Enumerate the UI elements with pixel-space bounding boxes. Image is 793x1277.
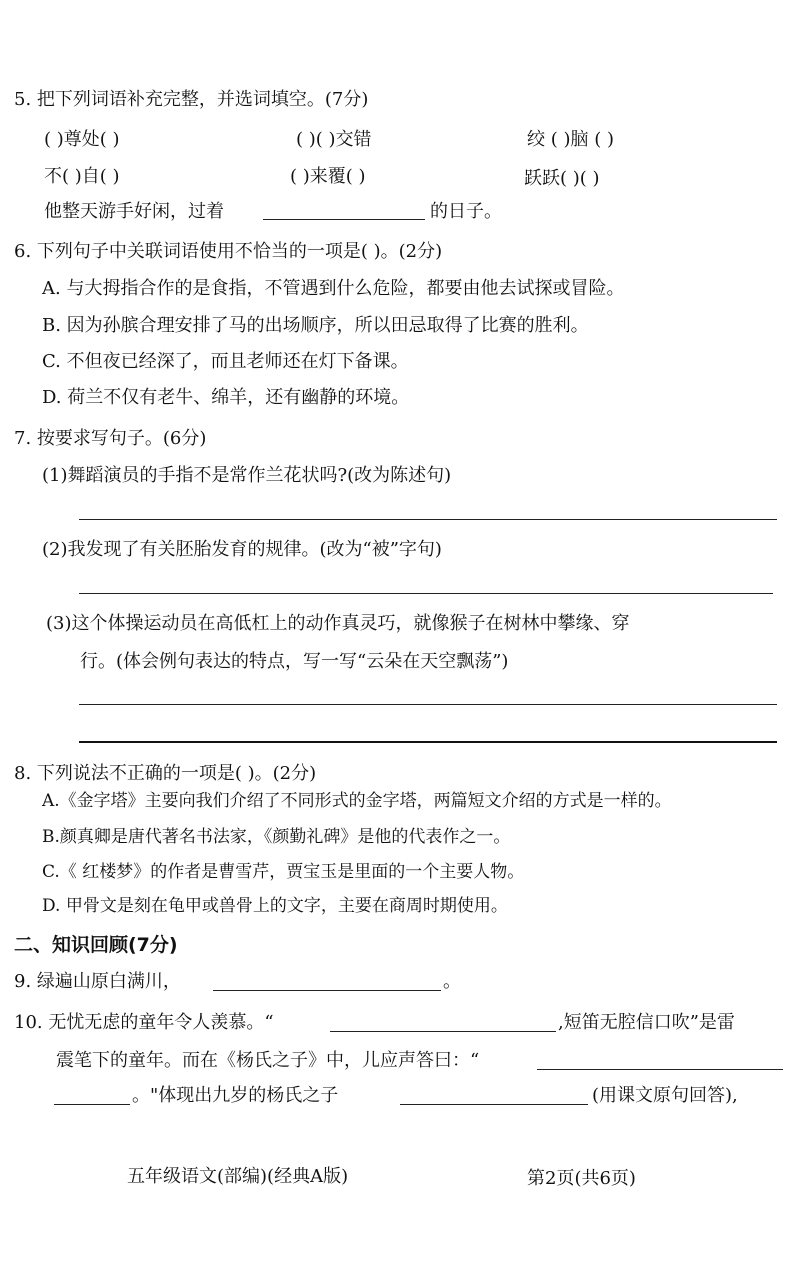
q8-option-a: A.《金字塔》主要向我们介绍了不同形式的金字塔，两篇短文介绍的方式是一样的。 <box>42 791 672 811</box>
q6-option-c: C. 不但夜已经深了，而且老师还在灯下备课。 <box>42 351 409 372</box>
q9-end: 。 <box>443 971 461 992</box>
q10-blank-2[interactable] <box>537 1069 783 1070</box>
footer-page-number: 第2页(共6页) <box>527 1168 636 1189</box>
q5-word-6: 跃跃( )( ) <box>524 168 600 189</box>
q5-word-5: ( )来覆( ) <box>290 166 366 187</box>
q9-start: 9. 绿遍山原白满川， <box>14 971 181 992</box>
q7-answer-line-3[interactable] <box>79 704 777 705</box>
q5-sentence-start: 他整天游手好闲，过着 <box>44 201 224 222</box>
q8-option-b: B.颜真卿是唐代著名书法家，《颜勤礼碑》是他的代表作之一。 <box>42 827 511 847</box>
q5-word-4: 不( )自( ) <box>44 166 120 187</box>
q10-line-1-start: 10. 无忧无虑的童年令人羡慕。“ <box>14 1012 274 1033</box>
q5-stem: 5. 把下列词语补充完整，并选词填空。(7分) <box>14 89 369 110</box>
q8-option-c: C.《 红楼梦》的作者是曹雪芹，贾宝玉是里面的一个主要人物。 <box>42 862 525 882</box>
section-2-heading: 二、知识回顾(7分) <box>14 934 178 956</box>
q7-stem: 7. 按要求写句子。(6分) <box>14 428 207 449</box>
q8-option-d: D. 甲骨文是刻在龟甲或兽骨上的文字，主要在商周时期使用。 <box>42 896 508 916</box>
q9-blank-line[interactable] <box>213 990 441 991</box>
q7-answer-line-4[interactable] <box>79 741 777 743</box>
q6-stem: 6. 下列句子中关联词语使用不恰当的一项是( )。(2分) <box>14 241 443 262</box>
q5-word-3: 绞 ( )脑 ( ) <box>527 129 614 150</box>
q5-sentence-end: 的日子。 <box>430 201 502 222</box>
q10-line-3-end: (用课文原句回答), <box>592 1085 738 1106</box>
q10-blank-1[interactable] <box>330 1031 556 1032</box>
q7-part-3-line-2: 行。(体会例句表达的特点，写一写“云朵在天空飘荡”) <box>80 651 509 672</box>
footer-subject: 五年级语文(部编)(经典A版) <box>127 1166 349 1187</box>
q5-blank-line[interactable] <box>263 219 425 220</box>
q7-part-3-line-1: (3)这个体操运动员在高低杠上的动作真灵巧，就像猴子在树林中攀缘、穿 <box>46 613 630 634</box>
q8-stem: 8. 下列说法不正确的一项是( )。(2分) <box>14 763 317 784</box>
q10-line-1-end: ,短笛无腔信口吹”是雷 <box>558 1012 735 1033</box>
q5-word-2: ( )( )交错 <box>296 129 372 150</box>
q10-line-3-middle: 。"体现出九岁的杨氏之子 <box>132 1085 339 1106</box>
q7-part-2: (2)我发现了有关胚胎发育的规律。(改为“被”字句) <box>42 539 442 560</box>
q6-option-a: A. 与大拇指合作的是食指，不管遇到什么危险，都要由他去试探或冒险。 <box>42 278 625 299</box>
q5-word-1: ( )尊处( ) <box>44 129 120 150</box>
q10-blank-3[interactable] <box>400 1104 588 1105</box>
q7-answer-line-2[interactable] <box>79 593 773 594</box>
q10-blank-2-continued[interactable] <box>54 1104 130 1105</box>
q7-answer-line-1[interactable] <box>79 519 777 520</box>
q6-option-d: D. 荷兰不仅有老牛、绵羊，还有幽静的环境。 <box>42 387 410 408</box>
q6-option-b: B. 因为孙膑合理安排了马的出场顺序，所以田忌取得了比赛的胜利。 <box>42 315 589 336</box>
q10-line-2: 震笔下的童年。而在《杨氏之子》中，儿应声答曰：“ <box>56 1050 480 1071</box>
q7-part-1: (1)舞蹈演员的手指不是常作兰花状吗?(改为陈述句) <box>42 465 452 486</box>
